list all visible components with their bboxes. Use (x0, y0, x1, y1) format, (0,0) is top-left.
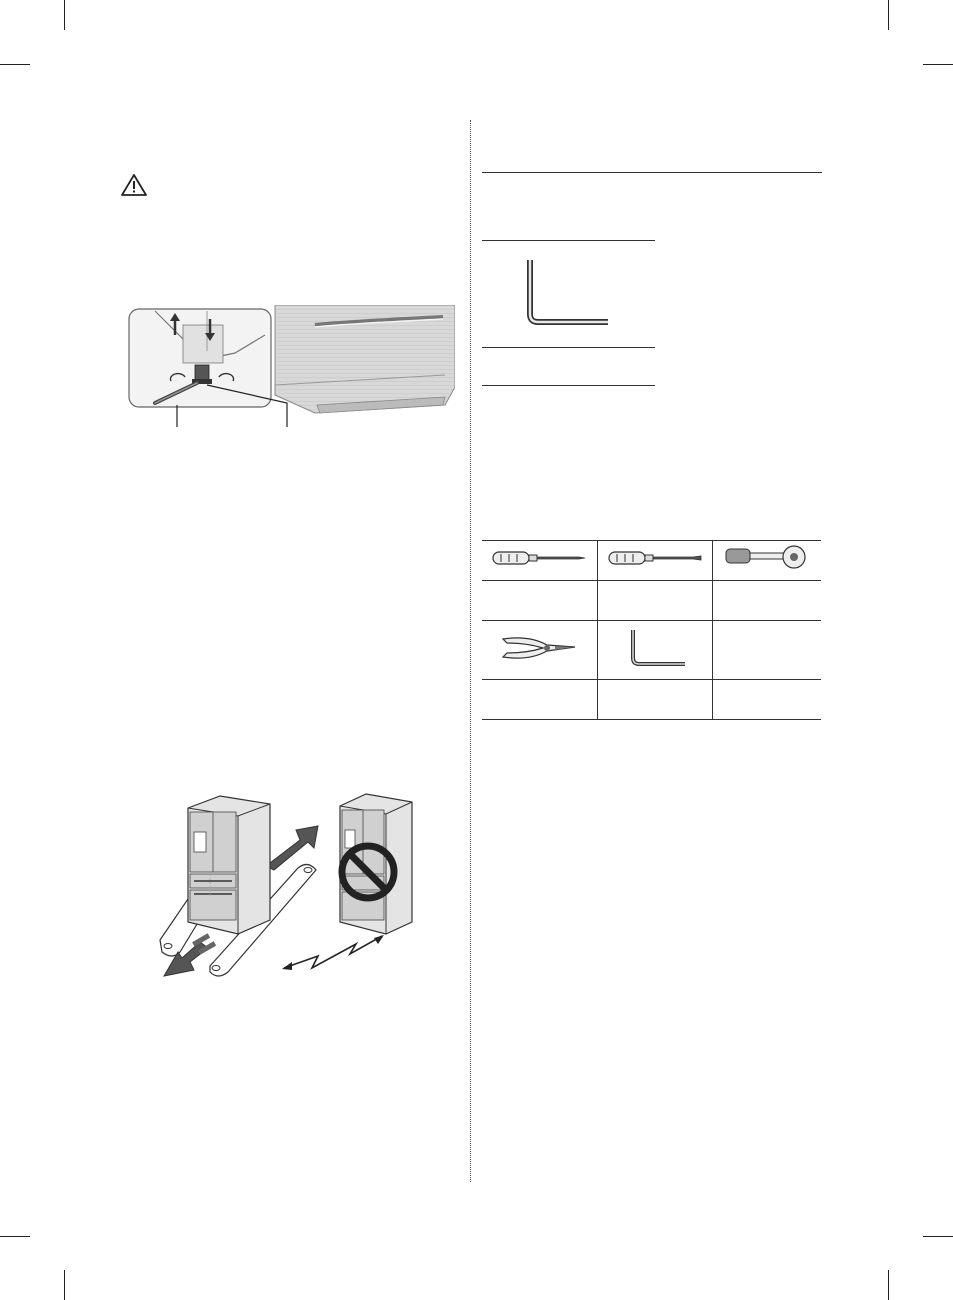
zigzag-arrow-icon (282, 935, 384, 970)
crop-mark (64, 1270, 65, 1300)
crop-mark (64, 0, 65, 30)
moving-refrigerator-figure (150, 790, 440, 990)
tool-cell (482, 541, 597, 581)
crop-mark (888, 0, 889, 30)
allen-wrench-icon (522, 256, 614, 328)
leveling-leg-callout (129, 309, 271, 407)
crop-mark (923, 1236, 953, 1237)
allen-box-bottom-rule (482, 385, 655, 386)
tool-label-cell (713, 680, 821, 720)
section-rule (482, 172, 822, 173)
tool-cell (713, 541, 821, 581)
column-divider (470, 120, 471, 1182)
tool-label-cell (597, 581, 713, 621)
phillips-screwdriver-icon (491, 548, 587, 568)
tool-cell (597, 621, 713, 680)
leveling-leg-figure (125, 305, 455, 427)
refrigerator-side-view (275, 305, 455, 413)
refrigerator-icon (188, 796, 270, 934)
pliers-icon (499, 631, 579, 665)
flat-screwdriver-icon (607, 548, 703, 568)
crop-mark (0, 1236, 30, 1237)
allen-box-top-rule (482, 240, 655, 241)
allen-wrench-icon (623, 628, 687, 668)
crop-mark (888, 1270, 889, 1300)
tool-cell (482, 621, 597, 680)
tool-label-cell (482, 680, 597, 720)
tool-label-cell (482, 581, 597, 621)
tool-label-cell (713, 581, 821, 621)
allen-box-mid-rule (482, 347, 655, 348)
crop-mark (923, 64, 953, 65)
tools-table (482, 540, 821, 720)
warning-triangle-icon (120, 173, 148, 197)
tool-label-cell (597, 680, 713, 720)
refrigerator-icon (340, 794, 412, 934)
socket-wrench-icon (722, 543, 812, 573)
tool-cell (597, 541, 713, 581)
tool-cell-empty (713, 621, 821, 680)
crop-mark (0, 64, 30, 65)
